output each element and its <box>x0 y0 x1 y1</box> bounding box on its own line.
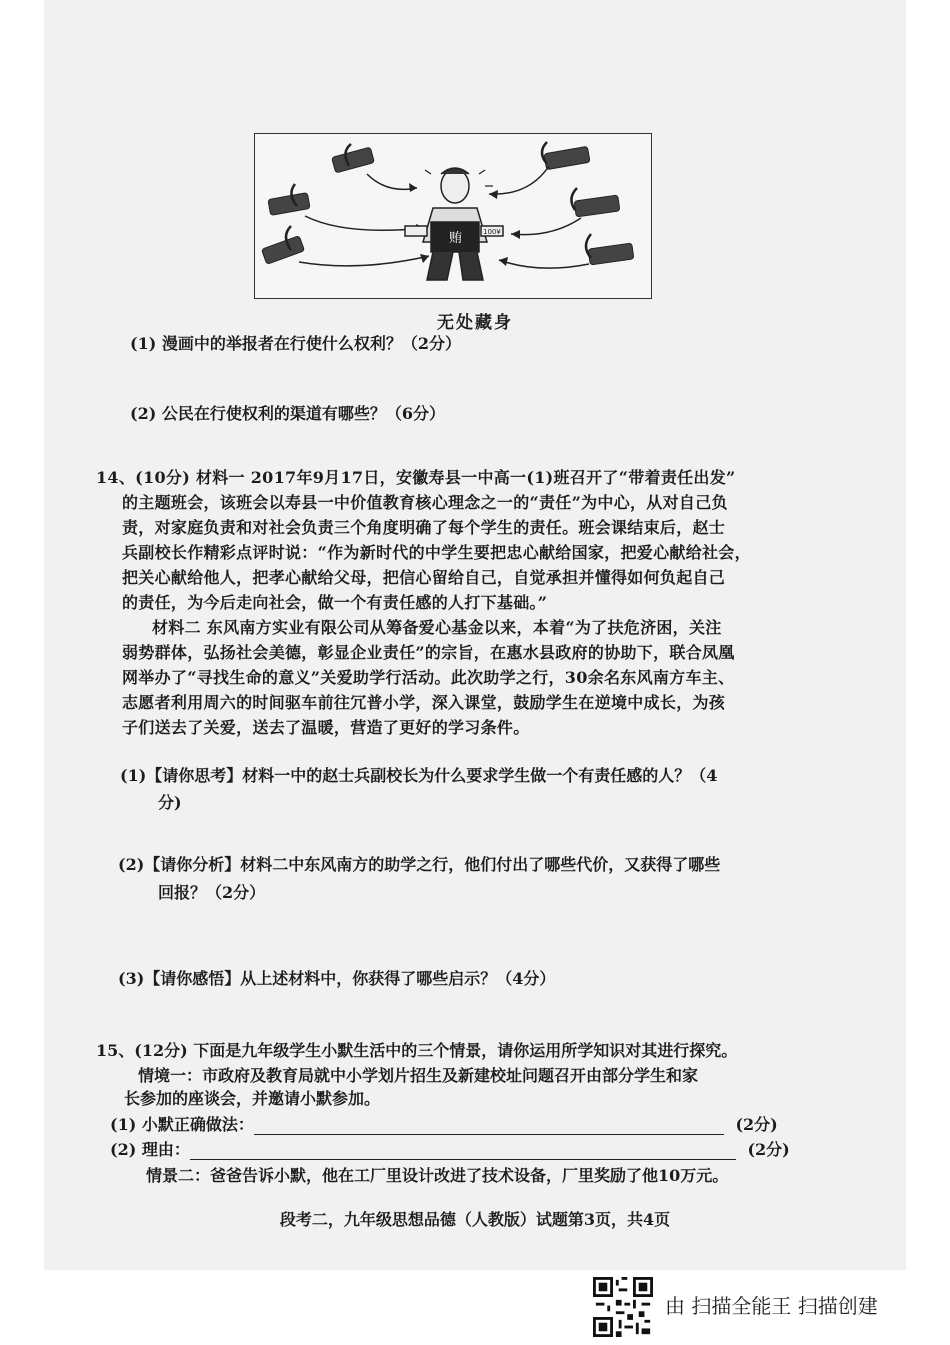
arrowhead-icon <box>499 257 508 266</box>
arrow-line <box>489 166 549 194</box>
phone-icon <box>261 236 304 265</box>
arrow-line <box>499 260 589 268</box>
page-footer: 段考二，九年级思想品德（人教版）试题第3页，共4页 <box>279 1210 671 1229</box>
arrow-line <box>511 218 581 235</box>
arrowhead-icon <box>409 183 417 192</box>
q14-sub1: (1)【请你思考】材料一中的赵士兵副校长为什么要求学生做一个有责任感的人？（4 <box>120 766 718 785</box>
scanner-watermark-text: 由 扫描全能王 扫描创建 <box>665 1294 878 1318</box>
q14-sub2-cont: 回报？（2分） <box>158 883 266 902</box>
q15-scene1: 情境一：市政府及教育局就中小学划片招生及新建校址问题召开由部分学生和家 <box>138 1066 699 1085</box>
cartoon-caption: 无处藏身 <box>437 313 513 333</box>
cartoon-illustration <box>254 133 652 299</box>
q14-sub1-cont: 分) <box>158 793 182 812</box>
q14-line: 把关心献给他人，把孝心献给父母，把信心留给自己，自觉承担并懂得如何负起自己 <box>122 568 726 587</box>
cartoon-drawing <box>255 134 651 298</box>
q14-line: 14、(10分) 材料一 2017年9月17日，安徽寿县一中高一(1)班召开了“带着责任出发” <box>96 468 736 487</box>
bribe-badge: 贿 <box>449 231 463 246</box>
q14-line: 的主题班会，该班会以寿县一中价值教育核心理念之一的“责任”为中心，从对自己负 <box>122 493 728 512</box>
official-figure <box>405 168 503 280</box>
answer-blank-2[interactable] <box>190 1143 736 1160</box>
arrowhead-icon <box>420 254 429 263</box>
q14-line: 兵副校长作精彩点评时说：“作为新时代的中学生要把忠心献给国家，把爱心献给社会， <box>122 543 751 562</box>
arrow-line <box>299 256 429 266</box>
q13-part2: (2) 公民在行使权利的渠道有哪些？（6分） <box>130 404 445 423</box>
q14-material <box>96 465 751 740</box>
q15-item1-label: (1) 小默正确做法： <box>110 1115 254 1134</box>
qr-code-icon <box>593 1277 653 1337</box>
phone-icon <box>268 193 310 216</box>
q15-item2-label: (2) 理由： <box>110 1140 190 1159</box>
phone-icon <box>544 146 590 169</box>
q14-line: 责，对家庭负责和对社会负责三个角度明确了每个学生的责任。班会课结束后，赵士 <box>122 518 726 537</box>
arrowhead-icon <box>489 190 498 199</box>
q13-part1: (1) 漫画中的举报者在行使什么权利？（2分） <box>130 334 461 353</box>
q15-item2-score: (2分) <box>747 1140 790 1159</box>
phone-icon <box>332 147 375 173</box>
q14-line: 志愿者利用周六的时间驱车前往冗普小学，深入课堂，鼓励学生在逆境中成长，为孩 <box>122 693 726 712</box>
q14-line: 弱势群体，弘扬社会美德，彰显企业责任”的宗旨，在惠水县政府的协助下，联合凤凰 <box>122 643 735 662</box>
q14-line: 的责任，为今后走向社会，做一个有责任感的人打下基础。” <box>122 593 548 612</box>
q15-scene2: 情景二：爸爸告诉小默，他在工厂里设计改进了技术设备，厂里奖励了他10万元。 <box>146 1166 729 1185</box>
q14-sub2: (2)【请你分析】材料二中东风南方的助学之行，他们付出了哪些代价，又获得了哪些 <box>118 855 721 874</box>
q15-item1-score: (2分) <box>735 1115 778 1134</box>
sweat-mark <box>425 170 431 174</box>
q15-item2 <box>110 1137 790 1160</box>
q15-item1 <box>110 1112 778 1135</box>
sweat-mark <box>479 170 485 174</box>
q15-scene1-cont: 长参加的座谈会，并邀请小默参加。 <box>124 1089 381 1108</box>
answer-blank-1[interactable] <box>254 1118 724 1135</box>
q14-line: 材料二 东风南方实业有限公司从筹备爱心基金以来，本着“为了扶危济困，关注 <box>152 618 722 637</box>
money-tag: 100¥ <box>483 228 501 236</box>
q15-intro: 15、(12分) 下面是九年级学生小默生活中的三个情景，请你运用所学知识对其进行探究。 <box>96 1041 738 1060</box>
arrowhead-icon <box>511 230 520 239</box>
q14-sub3: (3)【请你感悟】从上述材料中，你获得了哪些启示？（4分） <box>118 969 556 988</box>
q14-line: 子们送去了关爱，送去了温暖，营造了更好的学习条件。 <box>122 718 530 737</box>
phone-icon <box>574 195 620 217</box>
q14-line: 网举办了“寻找生命的意义”关爱助学行活动。此次助学之行，30余名东风南方车主、 <box>122 668 735 687</box>
phone-icon <box>588 243 634 265</box>
